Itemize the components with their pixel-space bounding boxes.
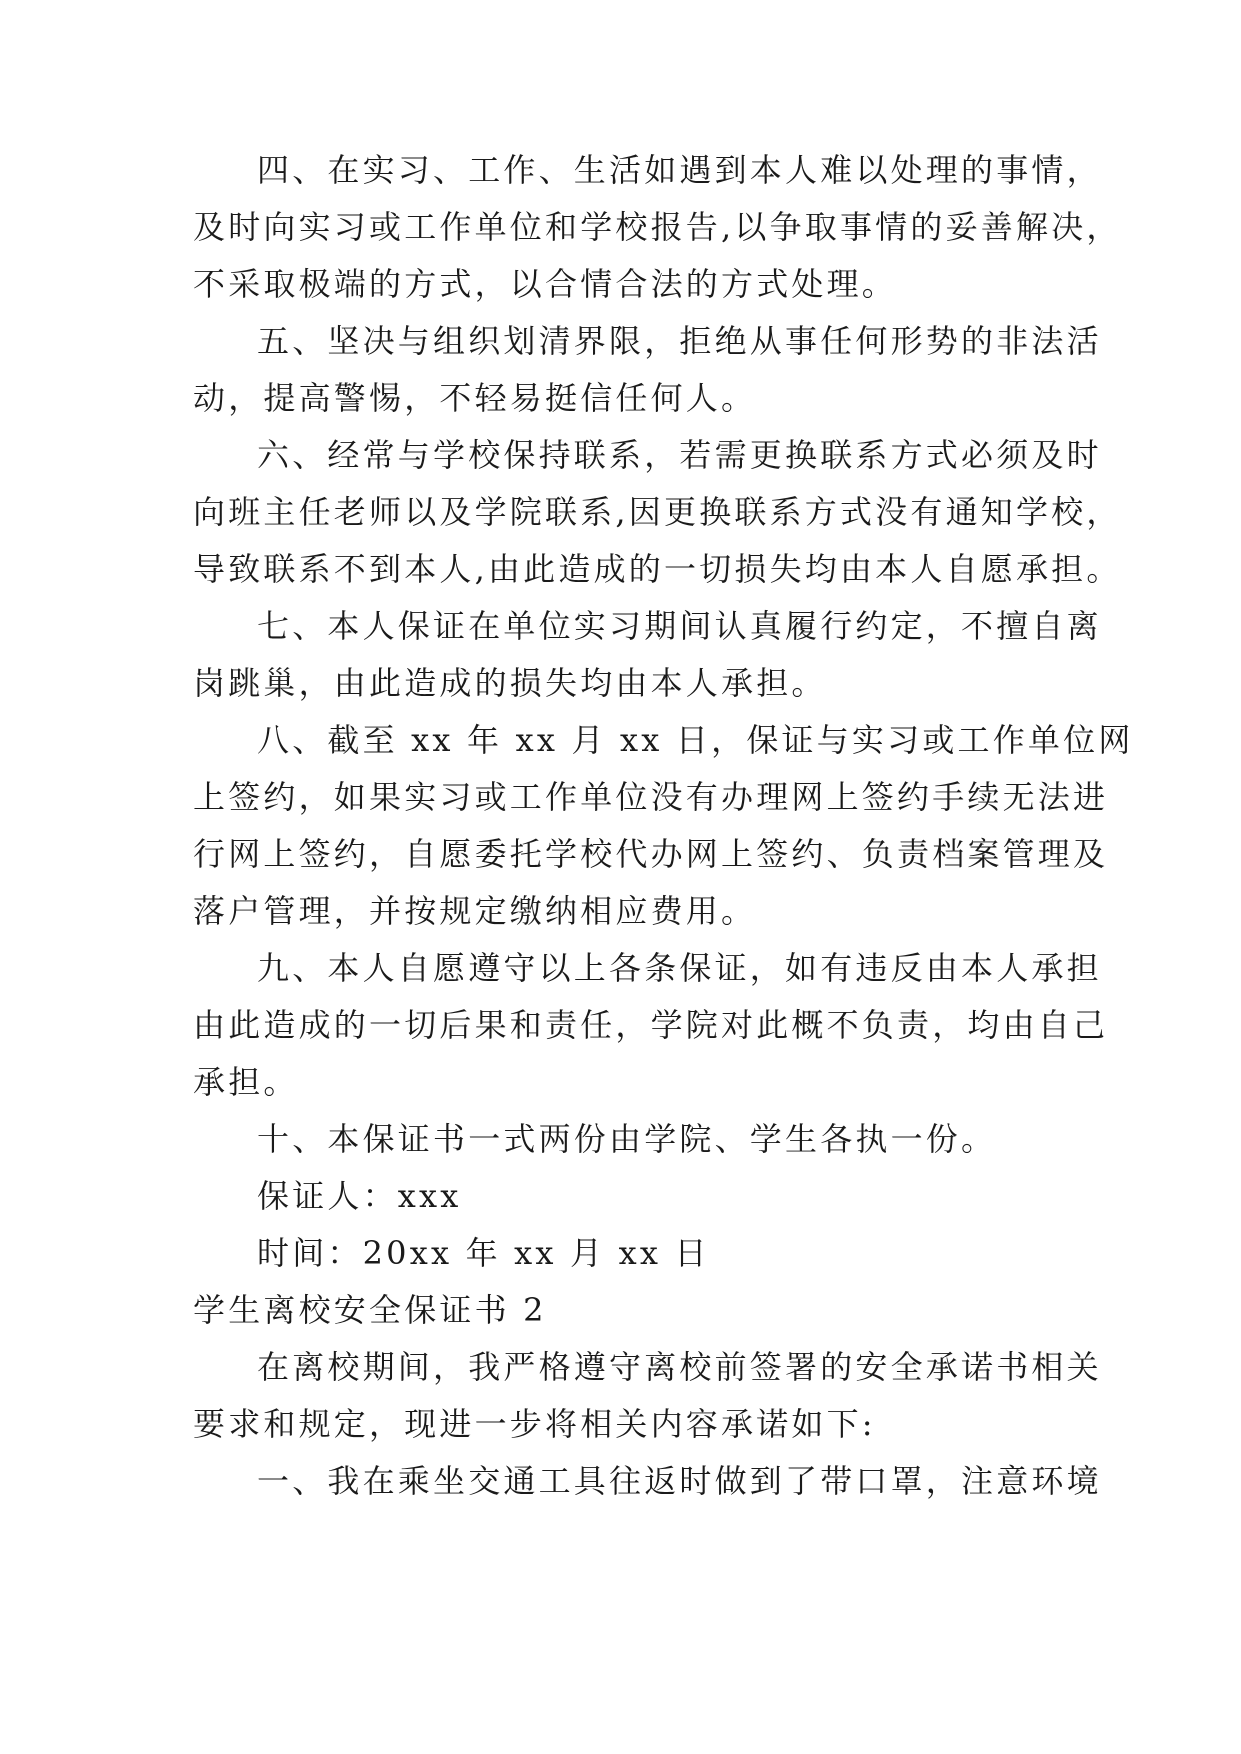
paragraph-line: 落户管理，并按规定缴纳相应费用。 xyxy=(193,892,757,930)
paragraph-line: 导致联系不到本人,由此造成的一切损失均由本人自愿承担。 xyxy=(193,550,1122,588)
date-line: 时间：20xx 年 xx 月 xx 日 xyxy=(257,1234,710,1272)
paragraph-line: 向班主任老师以及学院联系,因更换联系方式没有通知学校， xyxy=(193,493,1122,531)
paragraph-line: 七、本人保证在单位实习期间认真履行约定，不擅自离 xyxy=(257,607,1102,645)
paragraph-line: 在离校期间，我严格遵守离校前签署的安全承诺书相关 xyxy=(257,1348,1102,1386)
paragraph-line: 四、在实习、工作、生活如遇到本人难以处理的事情， xyxy=(257,151,1102,189)
paragraph-line: 承担。 xyxy=(193,1063,299,1101)
paragraph-line: 不采取极端的方式，以合情合法的方式处理。 xyxy=(193,265,898,303)
paragraph-line: 九、本人自愿遵守以上各条保证，如有违反由本人承担 xyxy=(257,949,1102,987)
paragraph-line: 要求和规定，现进一步将相关内容承诺如下: xyxy=(193,1405,876,1443)
paragraph-line: 及时向实习或工作单位和学校报告,以争取事情的妥善解决， xyxy=(193,208,1122,246)
paragraph-line: 八、截至 xx 年 xx 月 xx 日，保证与实习或工作单位网 xyxy=(257,721,1134,759)
paragraph-line: 上签约，如果实习或工作单位没有办理网上签约手续无法进 xyxy=(193,778,1109,816)
section-title: 学生离校安全保证书 2 xyxy=(193,1291,547,1329)
paragraph-line: 行网上签约，自愿委托学校代办网上签约、负责档案管理及 xyxy=(193,835,1109,873)
paragraph-line: 五、坚决与组织划清界限，拒绝从事任何形势的非法活 xyxy=(257,322,1102,360)
paragraph-line: 岗跳巢，由此造成的损失均由本人承担。 xyxy=(193,664,827,702)
paragraph-line: 由此造成的一切后果和责任，学院对此概不负责，均由自己 xyxy=(193,1006,1109,1044)
paragraph-line: 六、经常与学校保持联系，若需更换联系方式必须及时 xyxy=(257,436,1102,474)
paragraph-line: 动，提高警惕，不轻易挺信任何人。 xyxy=(193,379,757,417)
signatory-line: 保证人：xxx xyxy=(257,1177,462,1215)
paragraph-line: 一、我在乘坐交通工具往返时做到了带口罩，注意环境 xyxy=(257,1462,1102,1500)
paragraph-line: 十、本保证书一式两份由学院、学生各执一份。 xyxy=(257,1120,997,1158)
